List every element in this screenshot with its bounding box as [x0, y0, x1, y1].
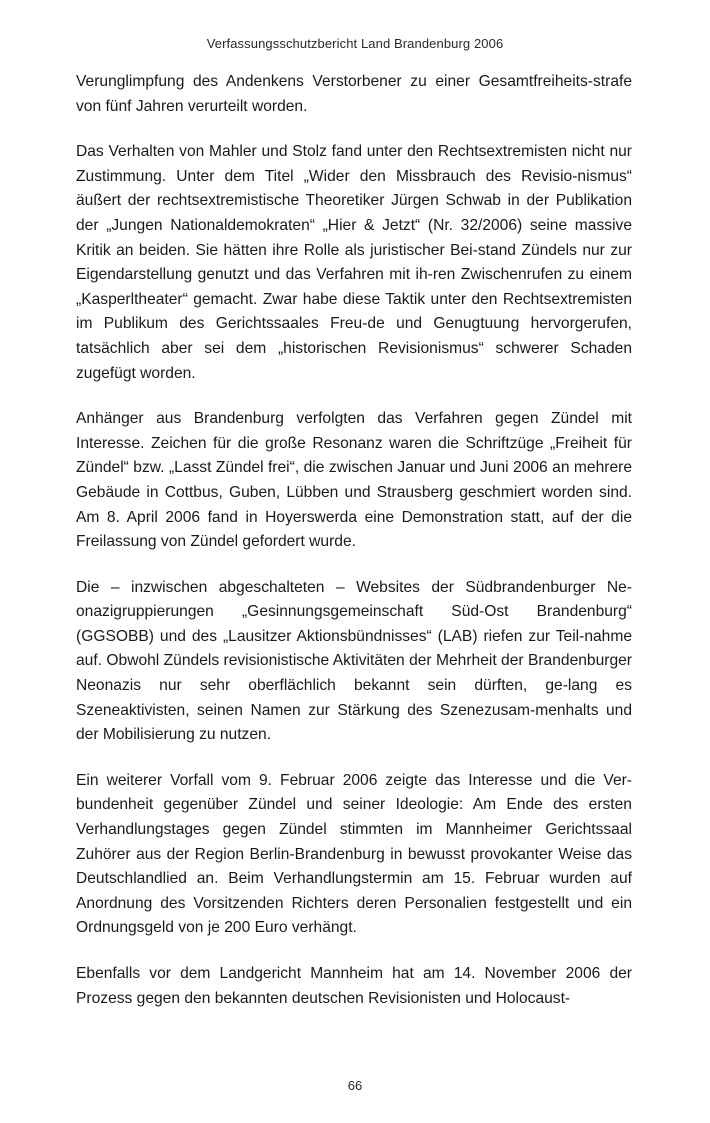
page-number: 66 [347, 1078, 363, 1093]
paragraph-4: Die – inzwischen abgeschalteten – Websites der Südbrandenburger Ne-onazigruppierungen „Gesinnungsgemeinschaft Süd-Ost Brandenburg“ (GGSOBB) und des „Lausitzer Aktionsbündnisses“ (LAB) riefen zur Teil-nahme auf. Obwohl Zündels revisionistische Aktivitäten der Mehrheit der Brandenburger Neonazis nur sehr oberflächlich bekannt sein dürften, ge-lang es Szeneaktivisten, seinen Namen zur Stärkung des Szenezusam-menhalts und der Mobilisierung zu nutzen. [76, 578, 632, 744]
paragraph-2: Das Verhalten von Mahler und Stolz fand unter den Rechtsextremisten nicht nur Zustimmung. Unter dem Titel „Wider den Missbrauch des Revisio-nismus“ äußert der rechtsextremistische Theoretiker Jürgen Schwab in der Publikation der „Jungen Nationaldemokraten“ „Hier & Jetzt“ (Nr. 32/2006) seine massive Kritik an beiden. Sie hätten ihre Rolle als juristischer Bei-stand Zündels nur zur Eigendarstellung genutzt und das Verfahren mit ih-ren Zwischenrufen zu einem „Kasperltheater“ gemacht. Zwar habe diese Taktik unter den Rechtsextremisten im Publikum des Gerichtssaales Freu-de und Genugtuung hervorgerufen, tatsächlich aber sei dem „historischen Revisionismus“ schwerer Schaden zugefügt worden. [76, 143, 632, 382]
paragraph-3: Anhänger aus Brandenburg verfolgten das Verfahren gegen Zündel mit Interesse. Zeichen für die große Resonanz waren die Schriftzüge „Freiheit für Zündel“ bzw. „Lasst Zündel frei“, die zwischen Januar und Juni 2006 an mehrere Gebäude in Cottbus, Guben, Lübben und Strausberg geschmiert worden sind. Am 8. April 2006 fand in Hoyerswerda eine Demonstration statt, auf der die Freilassung von Zündel gefordert wurde. [76, 410, 632, 551]
paragraph-1: Verunglimpfung des Andenkens Verstorbener zu einer Gesamtfreiheits-strafe von fünf Jahren verurteilt worden. [76, 73, 632, 115]
body-text [76, 70, 632, 1032]
paragraph-5: Ein weiterer Vorfall vom 9. Februar 2006 zeigte das Interesse und die Ver-bundenheit gegenüber Zündel und seiner Ideologie: Am Ende des ersten Verhandlungstages gegen Zündel stimmten im Mannheimer Gerichtssaal Zuhörer aus der Region Berlin-Brandenburg in bewusst provokanter Weise das Deutschlandlied an. Beim Verhandlungstermin am 15. Februar wurden auf Anordnung des Vorsitzenden Richters deren Personalien festgestellt und ein Ordnungsgeld von je 200 Euro verhängt. [76, 771, 632, 937]
running-header: Verfassungsschutzbericht Land Brandenburg 2006 [206, 36, 504, 51]
paragraph-6: Ebenfalls vor dem Landgericht Mannheim hat am 14. November 2006 der Prozess gegen den bekannten deutschen Revisionisten und Holocaust- [76, 965, 632, 1007]
